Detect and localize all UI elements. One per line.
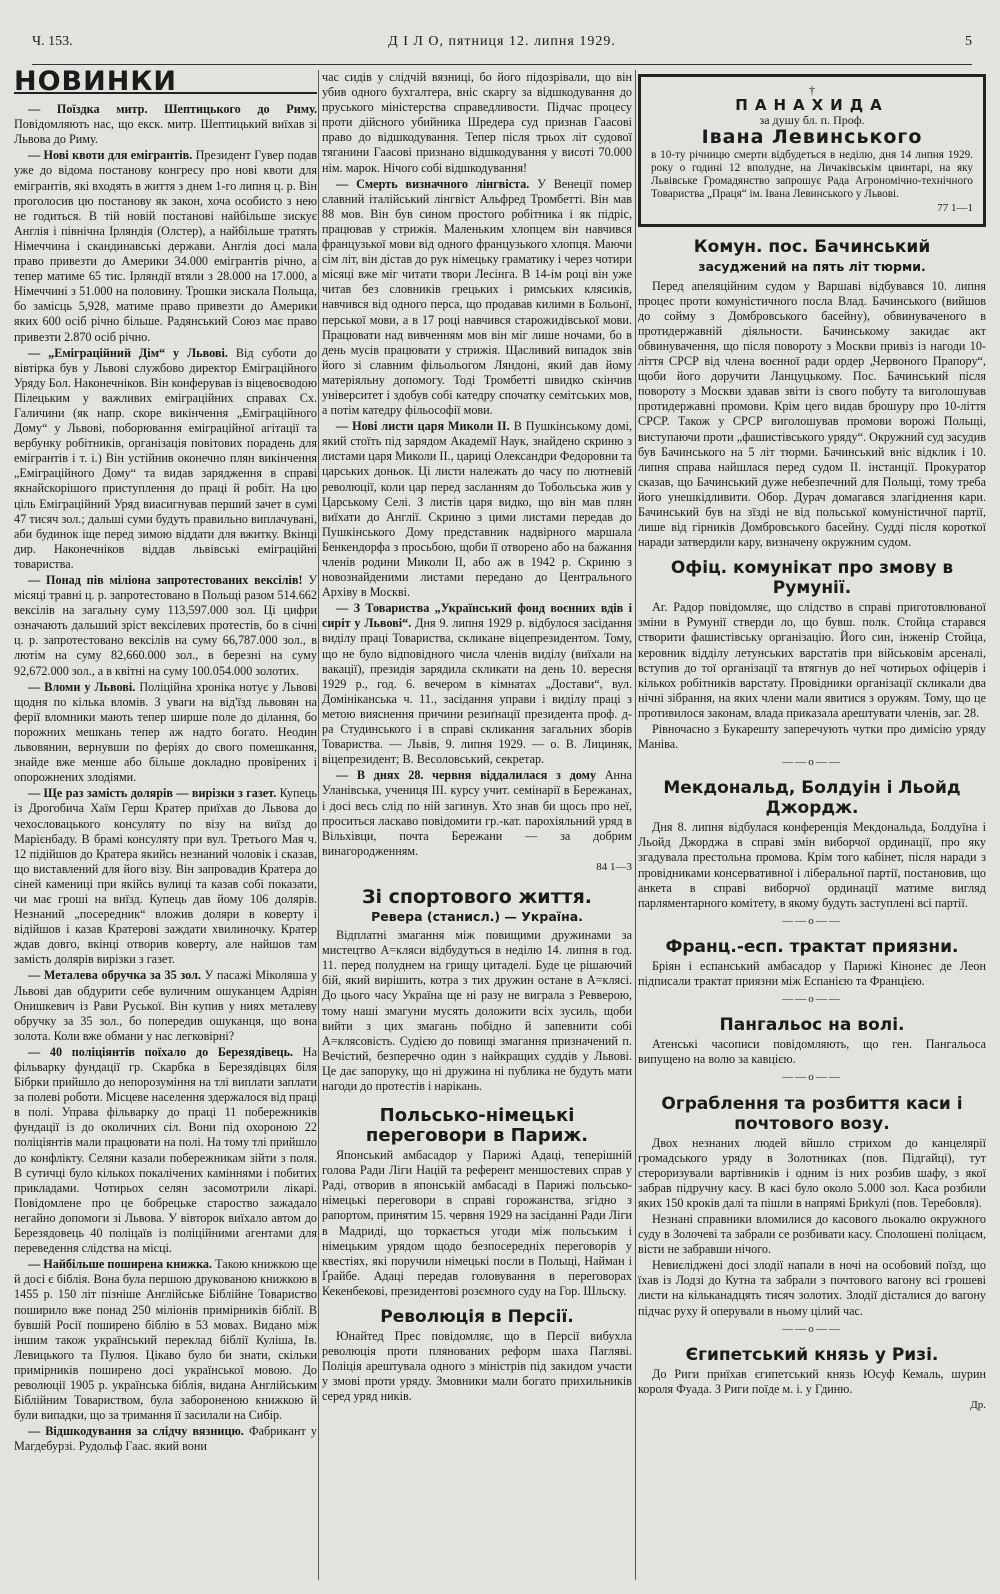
news-headline: — Вломи у Львові. <box>28 679 136 694</box>
news-headline: — Найбільше поширена книжка. <box>28 1257 213 1272</box>
news-item <box>322 601 632 767</box>
sport-headline: Зі спортового життя. <box>361 885 593 908</box>
news-item <box>14 680 317 786</box>
romania-text: Аг. Радор повідомляє, що слідство в справі приготовлюваної зміни в Румунії стверди ло, що бувш. полк. Стойца старався створити фашистівську організацію. Його син, інженір Стойца, керовник відділу летунських варстатів при військовім арсеналі, вступив до тої організації та втягнув до неї чотирьох офіцерів і кількох робітників варстату. Провідники організації скликали два нічні зібрання, на яких члени мали явитися з оружям. Тому, що це противилося законам, влада приказала арештувати членів, заг. 28. <box>638 600 986 720</box>
macdonald-headline: Мекдональд, Болдуін і Льойд Джордж. <box>663 778 961 819</box>
romania-text-2: Рівночасно з Букарешту заперечують чутки про димісію уряду Маніва. <box>638 722 986 752</box>
robbery-text-3: Невиєліджені досі злодії напали в ночі на особовий поїзд, що їхав із Лодзі до Кутна та забрали з почтового вагону всі грошеві листи на кільканадцять тисяч золотих. Злодії дісталися до вагону підчас руху й оперували в ньому цілий час. <box>638 1258 986 1318</box>
memorial-notice <box>638 74 986 227</box>
cross-icon: † <box>809 83 815 97</box>
news-item <box>14 102 317 147</box>
news-item <box>322 177 632 419</box>
robbery-text-2: Незнані справники вломилися до касового льокалю окружного суду в Золочеві та забрали се розбивати касу. Сполошені поліцаєм, вісти не забравши нічого. <box>638 1211 986 1257</box>
separator: ——o—— <box>782 1322 842 1335</box>
news-item <box>322 419 632 600</box>
column-news <box>14 70 317 1582</box>
communist-subheadline: засуджений на пять літ тюрми. <box>698 259 926 275</box>
column-middle <box>322 70 632 1582</box>
egypt-text: До Риги приїхав єгипетський князь Юсуф Кемаль, шурин короля Фуада. З Риги поїде м. і. у Гдиню. <box>638 1366 986 1396</box>
news-text: Дня 9. липня 1929 р. відбулося засідання виділу праці Товариства, скликане віцепрезидентом. Тому, що не було відповідного числа членів виділу (виїхали на вакації), президія зарядила скликати на день 10. вересня 1929 р., год. 6. вечером в кімнатах „Достави“, вул. Домініканська ч. 11., засідання управи і виділу праці з метою вияснення причини резиґнації президента проф. д-ра Студинського і в справі скликання загальних зборів Товариства. — Львів, 9. липня 1929. — о. В. Лициняк, віцепрезидент; В. Весоловський, секретар. <box>322 616 632 767</box>
news-headline: — Нові квоти для емігрантів. <box>28 148 193 163</box>
communist-text: Перед апеляційним судом у Варшаві відбувався 10. липня процес проти комуністичного посла Влад. Бачинського (вийшов до сойму з Домбровського басейну), обвинуваченого в протидержавній діяльности. Бачинському закидає акт обвинувачення, що після повороту з Москви привіз із нагоди 10-ліття СРСР від члена воєнної ради ордер „Червоного Прапору“, щоби його доручити Ланцуцькому. Пос. Бачинський після повороту з Москви здавав звіти із свого побуту та виголошував протидержавні промови. Крім цего видав брошуру про 10-ліття СРСР. Також у СРСР виголошував промови ворожі Польщі, виступаючи проти „фашистівського уряду“. Окружний суд засудив був Бачинського на 5 літ тюрми. Бачинський вніс відклик і 10. липня справа найшлася перед судом II. інстанції. Прокуратор сказав, що Бачинський дуже небезпечний для Польщі, тому треба його унешкідливити. Обор. Дурач домагався злагіднення кари. Бачинський був на зїзді не від польської комуністичної партії, лише від гірників Домбровського басейну. Судді після короткої наради затвердили кару, визначену окружним судом. <box>638 278 986 550</box>
news-text: Анна Уланівська, учениця III. курсу учит. семінарії в Бережанах, і досі весь слід по ній загинув. Хто знав би щось про неї, проситься ласкаво повідомити гр.-кат. парохіяльний уряд в Вільхівци, почта Бережани — за добрим винагородженням. <box>322 768 632 858</box>
robbery-text: Двох незнаних людей вйшло стрихом до канцелярії громадського уряду в Золотниках (пов. Підгайці), тут стероризували вартівників і одним із них розбив шафу, з якої забрав підручну касу. В касі було около 5.000 зол. Каса розбили яких 150 кроків далі та пішли в напрямі Бриkулі (пов. Теребовля). <box>638 1135 986 1210</box>
treaty-text: Бріян і еспанський амбасадор у Парижі Кінонес де Леон підписали трактат приязни між Еспанією та Францією. <box>638 958 986 989</box>
column-right <box>638 70 986 1582</box>
news-text: Поліційна хроніка нотує у Львові щодня по кілька вломів. З уваги на від'їзд львовян на ферії вломники мають тепер ширше поле до ділання, бо порожних мешкань тепер аж надто богато. Неодин львовянин, вернувши по феріях до свого помешкання, знайде вже менше або більше докладно провірених і опорожнених злодіями. <box>14 679 317 785</box>
news-text: Повідомляють нас, що екск. митр. Шептицький виїхав зі Львова до Риму. <box>14 117 317 147</box>
news-text: У пасажі Міколяша у Львові дав обдурити себе вуличним ошуканцем Адріян Онишкевич із Рави Руської. Він купив у ниях металеву обручку за 35 зол., бо попередив ошуканця, що вона золота. Коли вже обмани у нас легковірні? <box>14 968 317 1043</box>
news-text: Від суботи до вівтірка був у Львові службово директор Еміграційного Уряду Бол. Наконечніков. Він конферував із віцевоєводою Пілецьким у важливих еміграційних справах Сх. Галичини (як напр. скоре викінчення „Еміграційного Дому“ у Львові, поборювання еміграційної агітації та вербунку робітників, організація повітових порадень для емігрантів і т. і.) Він устійнив оконечно плян викінчення „Еміграційного Дому“ та видав зарядження в справі якнайскорішого приступлення до праці й робіт. На цю ціль Еміграційний Уряд виасигнував перший зачет в сумі 47 тисяч зол.; дальші суми будуть правильно виплачувані, аби будинок іще перед зимою віддати для вжитку. Вкінці дир. Наконечніков віддав львівські еміграційні товариства. <box>14 345 317 571</box>
issue-number: Ч. 153. <box>32 34 73 49</box>
news-text: Фабрикант у Магдебурзі. Рудольф Гаас. який вони <box>14 1424 317 1454</box>
news-headline: — З Товариства „Український фонд воєнних вдів і сиріт у Львові“. <box>322 601 632 631</box>
column-rule <box>318 70 319 1580</box>
separator: ——o—— <box>782 993 842 1006</box>
news-text: На фільварку фундації гр. Скарбка в Березядівцях біля Бібрки прийшло до непорозуміння на тлі виплати заплати за полеві роботи. Місцеве населення здержалося від праці в полі. Управа фільварку до праці 11 побережників фундації із до околичних сіл. Вони під охороною 22 поліціянтів мали працювати на полі. На тому тлі прийшло до конфлікту. Селяни казали побережникам зійти з поля. В сутичці було кількох покалічених каміннями і побитих прикладами. Чотирьох селян засомотрили лікарі. Повідомлене про це бобрецьке староство зажадало негайно допомоги зі Львова. У вівторок виїхало автом до Березядовець 40 поліцаїв із поліційними агентами для переведення слідства на місці. <box>14 1044 317 1256</box>
notice-subtitle: за душу бл. п. Проф. <box>759 113 865 128</box>
polish-german-text: Японський амбасадор у Парижі Адаці, теперішній голова Ради Ліги Націй та референт меншостевих справ у Раді, отворив в японській амбасаді в Парижі польсько-німецькі переговори в справі горожанства, згідно з рапортом, принятим 15. червня 1929 на засіданні Ради Ліги в Мадриді, що торкається угоди між польським і німецьким урядом щодо безпосередніх переговорів у квестіях, які поручили німецькі посли в Польщі, Найман і Ґрайбе. Адаці передав головування в переговорах Кекенбекові, президентові розємного суду на Гор. Шльску. <box>322 1148 632 1298</box>
news-text: В Пушкінському домі, який стоїть під зарядом Академії Наук, знайдено скриню з листами царя Миколи II., цариці Олександри Федоровни та царських доньок. Ці листи належать до часу по лютневій революції, коли цар перед засланням до Тобольська жив у Царському Селі. З листів царя видко, що він мав плян виїхати до Англії. Скриню з цими листами передав до Пушкінського Дому представник надвірного маршала Бенкендорфа з просьбою, щоби її отворено або на бажання членів родини Миколи II, або аж в 1942 р. Скриню з новознайденими листами передано до Центрального Архіву в Москві. <box>322 419 632 600</box>
page-number: 5 <box>965 34 972 49</box>
news-headline: — Поїздка митр. Шептицького до Риму. <box>28 102 317 117</box>
news-text: Президент Гувер подав уже до відома постанову конгресу про нові квоти для емігрантів, які входять в життя з днем 1-го липня ц. р. Він проголосив цю постанову як закон, хоча особисто з нею не годиться. В тій новій постанові найбільше зискує Англія і північна Ірляндія (Олстер), а найбільше тратять Німеччина і скандинавські держави. Англія досі мала право привезти до Америки 34.000 емігрантів річно, а тепер матиме 65 тис. Ірляндії втяли з 28.000 на 17.000, а Німеччині з 51.000 на половину. Трошки зискала Польща, бо замісць 5,928, матиме право привезти до Америки яких 600 осіб річно більше. Радянський Союз має право привезти 2.870 осіб річно. <box>14 148 317 344</box>
sport-text: Відплатні змагання між повищими дружинами за мистецтво А=кляси відбудуться в неділю 14. липня в год. 11. перед полуднем на грищу цитаделі. Буде це рішаючий бій, який вирішить, котра з тих дружин остане в А=клясі. До цього часу Україна ще ні разу не виграла з Ревверою, тому наші змагуни мусять доложити всіх зусиль, щоби вийти з цих змагань побідно й запевнити собі А=клясовість. Судією до повищі змагання призначений п. Вечістий, безперечно один з найкращих суддів у Львові. Це дає запоруку, що ні дружина ні публика не будуть мати нагоди до протестів і нарікань. <box>322 928 632 1093</box>
news-headline: — Понад пів міліона запротестованих вексілів! <box>28 573 303 587</box>
news-headline: — „Еміграційний Дім“ у Львові. <box>28 345 228 360</box>
pangalos-text: Атенські часописи повідомляють, що ген. Пангальоса випущено на волю за кавцією. <box>638 1037 986 1067</box>
column-rule <box>635 70 636 1580</box>
news-item <box>14 573 317 679</box>
news-headline: — Відшкодування за слідчу вязницю. <box>28 1424 244 1439</box>
news-headline: — Ще раз замість долярів — вирізки з газет. <box>28 786 277 801</box>
separator: ——o—— <box>782 914 842 927</box>
signature: Др. <box>970 1398 986 1411</box>
news-headline: — Нові листи царя Миколи II. <box>336 419 510 434</box>
notice-name: Івана Левинського <box>701 126 923 149</box>
page-header <box>32 28 972 65</box>
news-item <box>14 968 317 1043</box>
news-text: У Венеції помер славний італійський лінгвіст Альфред Тромбетті. Він мав 88 мов. Він був сином простого робітника і як підріс, працював у стрижія. Маленьким хлопцем він навчився французької мови від одного французького хлопця. Маючи сім літ, він дістав до рук німецьку граматику і через чотири місяці вже міг читати твори Лесінга. В 14-ім році він уже читав без словників грецьких і римських клясиків, навчився від одного перса, що продавав килими в Больонї, перської мови, а в 17 році навчився старожидівської мови. Працювати над вивченням мов він міг лише ночами, бо в день мусів працювати у стрижія. Щасливий випадок звів його зі славним фільольогом Ляндоні, який дав йому матеріяльну допомогу. Тоді Тромбетті швидко скінчив університет і здобув собі катедру спочатку семітських мов, а потім катедру фільософії мови. <box>322 176 632 418</box>
news-item <box>14 786 317 967</box>
persia-headline: Революція в Персії. <box>380 1307 574 1328</box>
masthead-title: Д І Л О, пятниця 12. липня 1929. <box>388 34 616 49</box>
macdonald-text: Дня 8. липня відбулася конференція Мекдональда, Болдуїна і Льойд Джорджа в справі змін виборчої ординації, про яку згадувала престольна промова. Крім того кабінет, після наради з провідниками консервативної і ліберальної партії, постановив, що анкета в справі виборчої ординації матиме вигляд парляментарного комітету, в якому будуть заступлені всі партії. <box>638 820 986 910</box>
polish-german-headline: Польсько-німецькі переговори в Париж. <box>365 1105 589 1147</box>
news-item <box>322 768 632 859</box>
persia-text: Юнайтед Прес повідомляє, що в Персії вибухла революція проти плянованих реформ шаха Пагляві. Поліція арештувала одного з міністрів під закидом участи у змові проти уряду. Змовники мали богато прихильників серед уряд ників. <box>322 1329 632 1404</box>
separator: ——o—— <box>782 1071 842 1084</box>
news-item <box>14 346 317 572</box>
notice-text: в 10-ту річницю смерти відбудеться в неділю, дня 14 липня 1929. року о годині 12 вполудне, на Личаківськім цвинтарі, на яку Львівське Громадянство запрошує Рада Агрономічно-технічного Товариства „Праця“ ім. Івана Левинського у Львові. <box>651 149 973 201</box>
ad-code: 84 1—3 <box>596 860 632 873</box>
news-text: Такою книжкою ще й досі є біблія. Вона була першою друкованою книжкою в 1455 р. 150 літ пізніше Англійське Біблійне Товариство поширило вже понад 250 міліонів примірників біблії. В бувшій Росії поширено біблію в 53 мовах. Видано між іншим також український переклад біблії Куліша, Ів. Левицького та Пулюя. Цікаво було би знати, скільки примірників поширено досі української мовою. До революції 1905 р. українська біблія, видана Англійським Біблійним Товариством, була забороненою книжкою й були випадки, що за тримання її засилали на Сибір. <box>14 1257 317 1423</box>
news-item <box>14 148 317 344</box>
romania-headline: Офіц. комунікат про змову в Румунії. <box>670 558 954 599</box>
news-item <box>14 1045 317 1256</box>
news-item <box>14 1424 317 1454</box>
news-headline: — Металева обручка за 35 зол. <box>28 968 201 983</box>
continued-text: час сидів у слідчій вязниці, бо його підозрівали, що він убив одного бухгалтера, вніс скаргу за відшкодування до пруського міністерства справедливости. Підчас процесу проти дійсного убийника Шредера суд признав Гаасові право до відшкодування. Тепер після трьох літ судової тяганини Гаасові признано відшкодування у висоті 70.000 нім. марок. Нічого собі відшкодування! <box>322 70 632 175</box>
news-text: Купець із Дрогобича Хаїм Герш Кратер приїхав до Львова до чехословацького консуляту по візу на виїзд до Марієнбаду. В брамі консуляту при вул. Третього Мая ч. 12 підійшов до Кратера якийсь незнаний чоловік і сказав, що виставлений для його візу. Він запровадив Кратера до сіней камениці при якійсь вулиці та казав собі показати, чи має гроші на виїзд. Купець дав йому 106 долярів. Незнаний „посередник“ вложив доляри в коверту і відійшов і казав Кратерові заждати хвилиночку. Кратер ждав довго, вкінці отворив коверту, але найшов там замість долярів вирізки з газет. <box>14 786 317 967</box>
separator: ——o—— <box>782 756 842 769</box>
treaty-headline: Франц.-есп. трактат приязни. <box>665 936 959 957</box>
egypt-headline: Єгипетський князь у Ризі. <box>685 1344 939 1365</box>
notice-code: 77 1—1 <box>937 202 973 215</box>
news-headline: — Смерть визначного лінгвіста. <box>336 176 530 191</box>
news-item <box>14 1257 317 1423</box>
sport-subheadline: Ревера (станисл.) — Україна. <box>371 908 583 924</box>
section-title: НОВИНКИ <box>14 74 317 94</box>
notice-title: ПАНАХИДА <box>735 96 889 115</box>
news-text: У місяці травні ц. р. запротестовано в Польщі разом 514.662 вексілів на загальну суму 113,597.000 зол. Ці цифри означають дальший зріст вексілевих протестів, бо в січні ц. р. запротестовано вексілів на суму 66,787.000 зол., в лютім на суму 82,660.000 зол., в березні на суму 92,672.000 зол., а в квітні на суму 100.054.000 золотих. <box>14 573 317 678</box>
news-headline: — В днях 28. червня віддалилася з дому <box>336 768 597 783</box>
pangalos-headline: Пангальос на волі. <box>719 1015 905 1036</box>
communist-headline: Комун. пос. Бачинський <box>693 237 931 258</box>
news-headline: — 40 поліціянтів поїхало до Березядівець. <box>28 1044 294 1059</box>
robbery-headline: Ограблення та розбиття каси і почтового возу. <box>661 1093 963 1134</box>
